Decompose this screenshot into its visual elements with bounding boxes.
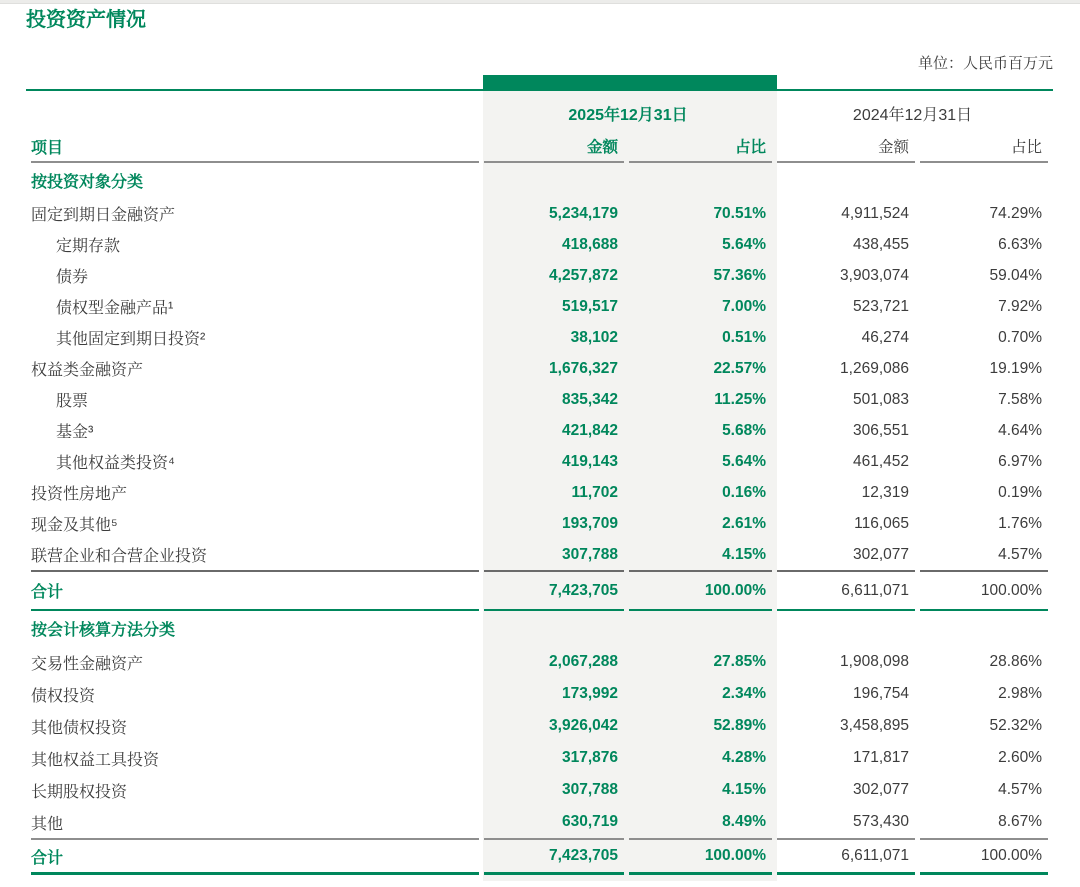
amount-2024-column-header: 金额 <box>777 131 915 163</box>
amount-2025-cell: 630,719 <box>561 813 618 830</box>
amount-2025-cell: 307,788 <box>561 781 618 798</box>
ratio-2024-cell: 8.67% <box>998 813 1043 830</box>
row-label: 现金及其他⁵ <box>31 517 118 534</box>
ratio-2024-cell: 19.19% <box>989 359 1043 377</box>
amount-2025-cell: 1,676,327 <box>549 359 618 377</box>
empty-cell <box>777 611 915 646</box>
ratio-2024-cell: 2.98% <box>998 685 1043 702</box>
amount-2025-cell: 418,688 <box>561 235 618 253</box>
amount-2024-cell: 12,319 <box>861 483 910 501</box>
table-row <box>31 291 1048 322</box>
table-row <box>31 742 1048 774</box>
row-label: 其他债权投资 <box>31 719 128 737</box>
table-row <box>31 646 1048 678</box>
amount-2025-cell: 11,702 <box>571 483 618 501</box>
ratio-2024-cell: 4.57% <box>998 545 1043 563</box>
ratio-2024-cell: 59.04% <box>989 266 1043 284</box>
ratio-2025-cell: 52.89% <box>713 717 767 734</box>
table-row <box>31 806 1048 838</box>
amount-2024-cell: 461,452 <box>852 452 910 470</box>
ratio-2025-cell: 7.00% <box>722 297 767 315</box>
amount-2024-cell: 1,908,098 <box>840 653 910 670</box>
ratio-2024-cell: 0.19% <box>998 483 1043 501</box>
amount-2025-cell: 317,876 <box>561 749 618 766</box>
ratio-2025-cell: 4.15% <box>722 781 767 798</box>
table-row <box>31 710 1048 742</box>
total-amount-2025-cell: 7,423,705 <box>484 838 624 875</box>
ratio-2024-column-header: 占比 <box>920 131 1048 163</box>
ratio-2024-cell: 1.76% <box>998 514 1043 532</box>
amount-2025-cell: 193,709 <box>561 514 618 532</box>
ratio-2025-cell: 27.85% <box>713 653 767 670</box>
ratio-2025-cell: 70.51% <box>713 204 767 222</box>
row-label: 基金³ <box>56 424 94 441</box>
ratio-2025-cell: 11.25% <box>714 390 767 408</box>
table-row <box>31 384 1048 415</box>
amount-2024-cell: 438,455 <box>852 235 910 253</box>
amount-2024-cell: 116,065 <box>854 514 910 532</box>
ratio-2024-cell: 7.92% <box>998 297 1043 315</box>
amount-2024-cell: 171,817 <box>852 749 910 766</box>
amount-2025-cell: 519,517 <box>561 297 618 315</box>
amount-2024-cell: 3,903,074 <box>840 266 910 284</box>
ratio-2025-cell: 2.61% <box>722 514 767 532</box>
empty-cell <box>920 163 1048 198</box>
amount-2025-cell: 2,067,288 <box>549 653 618 670</box>
section-header-label: 按投资对象分类 <box>31 174 144 191</box>
total-amount-2024-cell: 6,611,071 <box>777 838 915 875</box>
amount-2025-cell: 307,788 <box>561 545 618 563</box>
table-row <box>31 446 1048 477</box>
table-row <box>31 539 1048 570</box>
unit-label: 单位：人民币百万元 <box>917 55 1053 72</box>
empty-cell <box>629 611 772 646</box>
amount-2025-cell: 173,992 <box>561 685 618 702</box>
period-2024-header: 2024年12月31日 <box>852 106 973 124</box>
ratio-2025-column-header: 占比 <box>629 131 772 163</box>
section-header-row <box>31 611 1048 646</box>
total-ratio-2024-cell: 100.00% <box>920 570 1048 611</box>
ratio-2024-cell: 4.64% <box>998 421 1043 439</box>
table-row <box>31 229 1048 260</box>
ratio-2024-cell: 6.63% <box>998 235 1043 253</box>
ratio-2025-cell: 4.15% <box>722 545 767 563</box>
total-label: 合计 <box>31 570 479 611</box>
ratio-2025-cell: 4.28% <box>722 749 767 766</box>
table-row <box>31 477 1048 508</box>
ratio-2025-cell: 57.36% <box>713 266 767 284</box>
row-label: 长期股权投资 <box>31 783 128 801</box>
row-label: 其他权益类投资⁴ <box>56 455 175 472</box>
empty-cell <box>31 91 479 131</box>
ratio-2024-cell: 74.29% <box>989 204 1043 222</box>
table-row <box>31 353 1048 384</box>
amount-2024-cell: 46,274 <box>861 328 910 346</box>
table-row <box>31 774 1048 806</box>
row-label: 债权投资 <box>31 687 96 705</box>
row-label: 联营企业和合营企业投资 <box>31 548 208 565</box>
row-label: 债券 <box>56 269 89 286</box>
total-ratio-2024-cell: 100.00% <box>920 838 1048 875</box>
amount-2024-cell: 501,083 <box>852 390 910 408</box>
table-row <box>31 678 1048 710</box>
ratio-2024-cell: 52.32% <box>989 717 1043 734</box>
ratio-2024-cell: 4.57% <box>998 781 1043 798</box>
amount-2025-cell: 421,842 <box>561 421 618 439</box>
amount-2025-cell: 419,143 <box>561 452 618 470</box>
period-header-row <box>31 91 1048 131</box>
empty-cell <box>484 163 624 198</box>
table-row <box>31 508 1048 539</box>
amount-2025-column-header: 金额 <box>484 131 624 163</box>
empty-cell <box>920 611 1048 646</box>
empty-cell <box>484 611 624 646</box>
row-label: 其他权益工具投资 <box>31 751 160 769</box>
ratio-2024-cell: 7.58% <box>998 390 1043 408</box>
total-label: 合计 <box>31 838 479 875</box>
amount-2024-cell: 196,754 <box>852 685 910 702</box>
page-top-edge <box>0 0 1080 4</box>
amount-2025-cell: 5,234,179 <box>549 204 618 222</box>
row-label: 权益类金融资产 <box>31 362 144 379</box>
row-label: 投资性房地产 <box>31 486 128 503</box>
section-header-label: 按会计核算方法分类 <box>31 622 176 639</box>
total-row <box>31 838 1048 875</box>
ratio-2025-cell: 5.64% <box>722 452 767 470</box>
amount-2024-cell: 523,721 <box>852 297 910 315</box>
total-ratio-2025-cell: 100.00% <box>629 570 772 611</box>
ratio-2024-cell: 2.60% <box>998 749 1043 766</box>
row-label: 其他 <box>31 815 64 833</box>
ratio-2025-cell: 22.57% <box>713 359 767 377</box>
row-label: 定期存款 <box>56 238 121 255</box>
empty-cell <box>777 163 915 198</box>
current-period-accent-bar <box>483 75 777 89</box>
amount-2025-cell: 835,342 <box>561 390 618 408</box>
amount-2024-cell: 306,551 <box>852 421 910 439</box>
ratio-2025-cell: 5.68% <box>722 421 767 439</box>
amount-2024-cell: 4,911,524 <box>841 204 910 222</box>
item-column-header: 项目 <box>31 131 479 163</box>
ratio-2025-cell: 0.16% <box>722 483 767 501</box>
row-label: 固定到期日金融资产 <box>31 207 176 224</box>
table-row <box>31 415 1048 446</box>
ratio-2025-cell: 2.34% <box>722 685 767 702</box>
amount-2025-cell: 3,926,042 <box>549 717 618 734</box>
empty-cell <box>629 163 772 198</box>
row-label: 债权型金融产品¹ <box>56 300 174 317</box>
investment-assets-table <box>26 91 1053 875</box>
row-label: 股票 <box>56 393 89 410</box>
amount-2024-cell: 302,077 <box>852 781 910 798</box>
total-amount-2024-cell: 6,611,071 <box>777 570 915 611</box>
column-header-row <box>31 131 1048 163</box>
period-2025-header: 2025年12月31日 <box>568 106 688 124</box>
table-row <box>31 260 1048 291</box>
total-amount-2025-cell: 7,423,705 <box>484 570 624 611</box>
total-row <box>31 570 1048 611</box>
ratio-2024-cell: 28.86% <box>989 653 1043 670</box>
amount-2025-cell: 4,257,872 <box>549 266 618 284</box>
total-ratio-2025-cell: 100.00% <box>629 838 772 875</box>
amount-2024-cell: 1,269,086 <box>840 359 910 377</box>
row-label: 交易性金融资产 <box>31 655 144 673</box>
page-title: 投资资产情况 <box>26 9 146 31</box>
row-label: 其他固定到期日投资² <box>56 331 206 348</box>
amount-2025-cell: 38,102 <box>570 328 618 346</box>
table-row <box>31 198 1048 229</box>
amount-2024-cell: 3,458,895 <box>840 717 910 734</box>
ratio-2025-cell: 0.51% <box>722 328 767 346</box>
amount-2024-cell: 302,077 <box>852 545 910 563</box>
ratio-2024-cell: 6.97% <box>998 452 1043 470</box>
ratio-2025-cell: 5.64% <box>722 235 767 253</box>
section-header-row <box>31 163 1048 198</box>
ratio-2025-cell: 8.49% <box>722 813 767 830</box>
ratio-2024-cell: 0.70% <box>998 328 1043 346</box>
table-row <box>31 322 1048 353</box>
amount-2024-cell: 573,430 <box>852 813 910 830</box>
